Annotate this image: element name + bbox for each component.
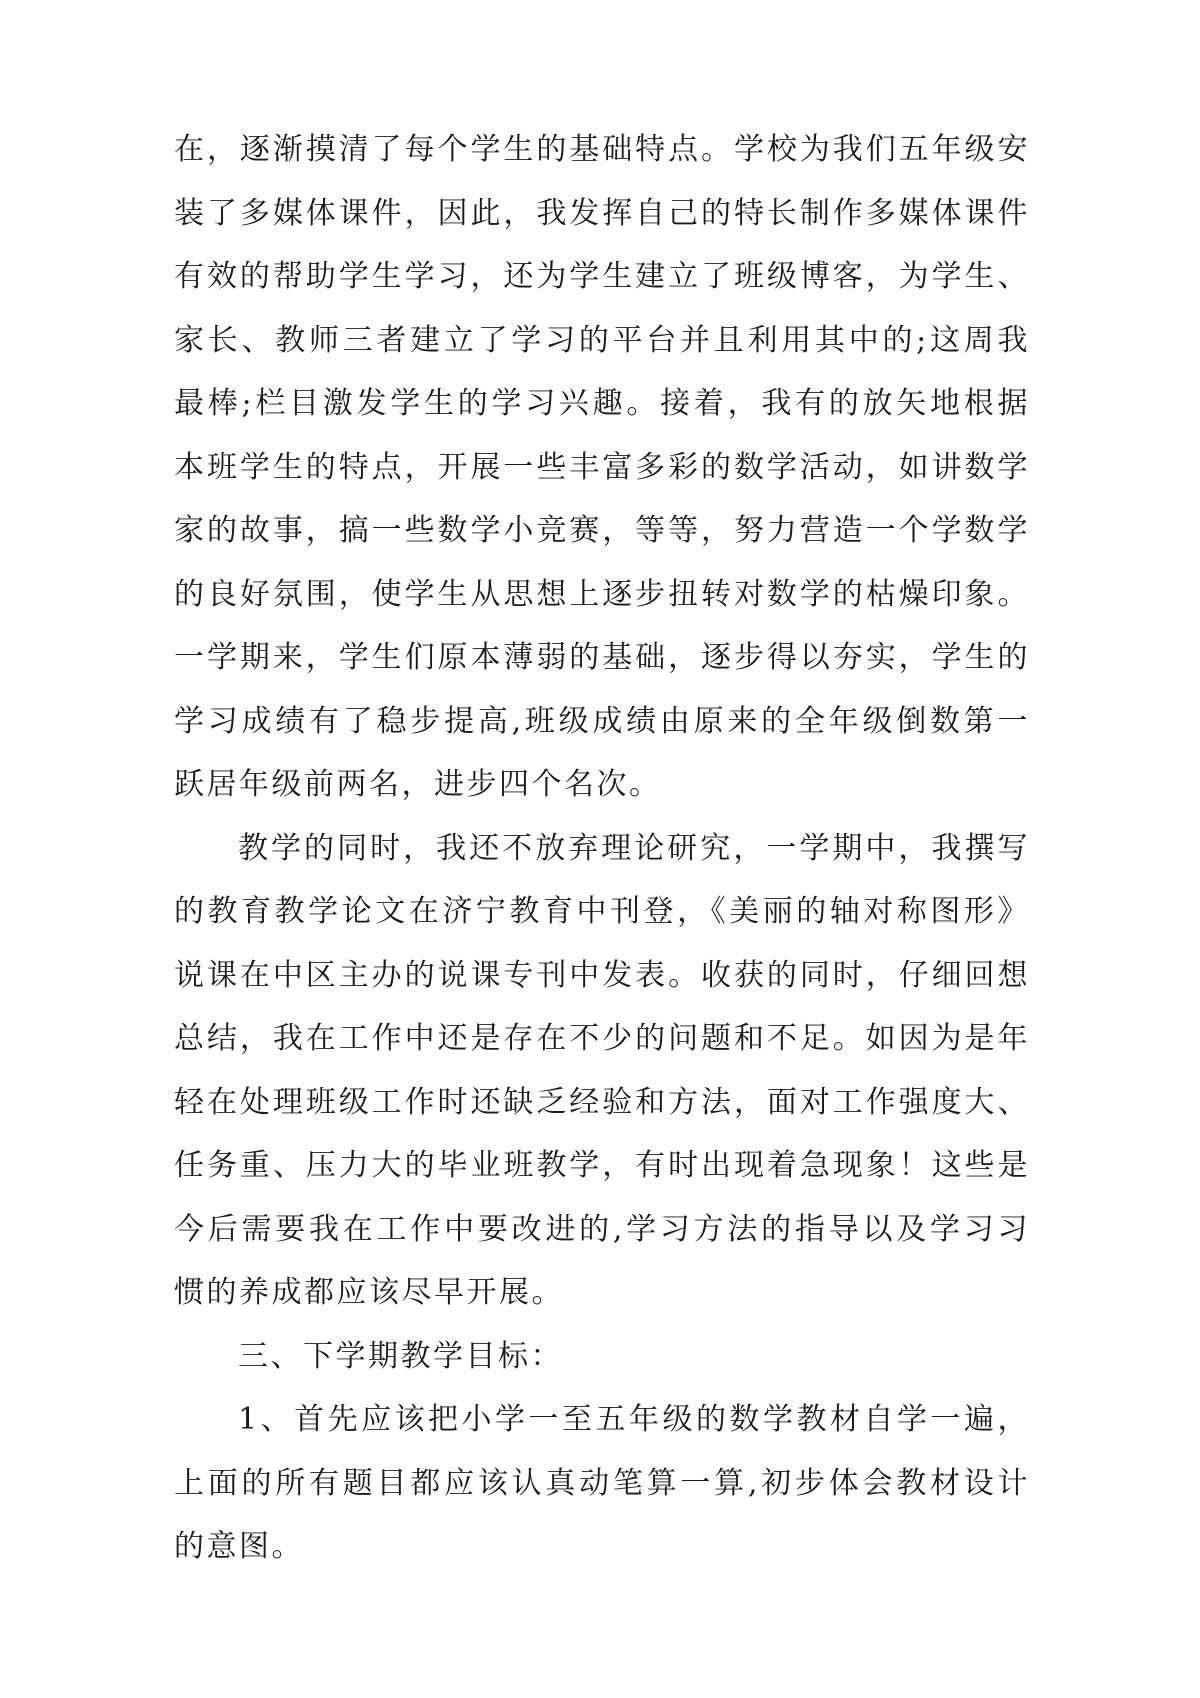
document-body bbox=[174, 118, 1030, 1579]
list-item-1: 1、首先应该把小学一至五年级的数学教材自学一遍，上面的所有题目都应该认真动笔算一算,初步体会教材设计的意图。 bbox=[174, 1402, 1030, 1564]
paragraph-research: 教学的同时，我还不放弃理论研究，一学期中，我撰写的教育教学论文在济宁教育中刊登，《美丽的轴对称图形》说课在中区主办的说课专刊中发表。收获的同时，仔细回想总结，我在工作中还是存在不少的问题和不足。如因为是年轻在处理班级工作时还缺乏经验和方法，面对工作强度大、任务重、压力大的毕业班教学，有时出现着急现象！这些是今后需要我在工作中要改进的,学习方法的指导以及学习习惯的养成都应该尽早开展。 bbox=[174, 830, 1030, 1310]
paragraph-continuation: 在，逐渐摸清了每个学生的基础特点。学校为我们五年级安装了多媒体课件，因此，我发挥自己的特长制作多媒体课件有效的帮助学生学习，还为学生建立了班级博客，为学生、家长、教师三者建立了学习的平台并且利用其中的;这周我最棒;栏目激发学生的学习兴趣。接着，我有的放矢地根据本班学生的特点，开展一些丰富多彩的数学活动，如讲数学家的故事，搞一些数学小竞赛，等等，努力营造一个学数学的良好氛围，使学生从思想上逐步扭转对数学的枯燥印象。一学期来，学生们原本薄弱的基础，逐步得以夯实，学生的学习成绩有了稳步提高,班级成绩由原来的全年级倒数第一跃居年级前两名，进步四个名次。 bbox=[174, 132, 1030, 802]
section-heading-next-term-goals: 三、下学期教学目标： bbox=[238, 1338, 563, 1374]
